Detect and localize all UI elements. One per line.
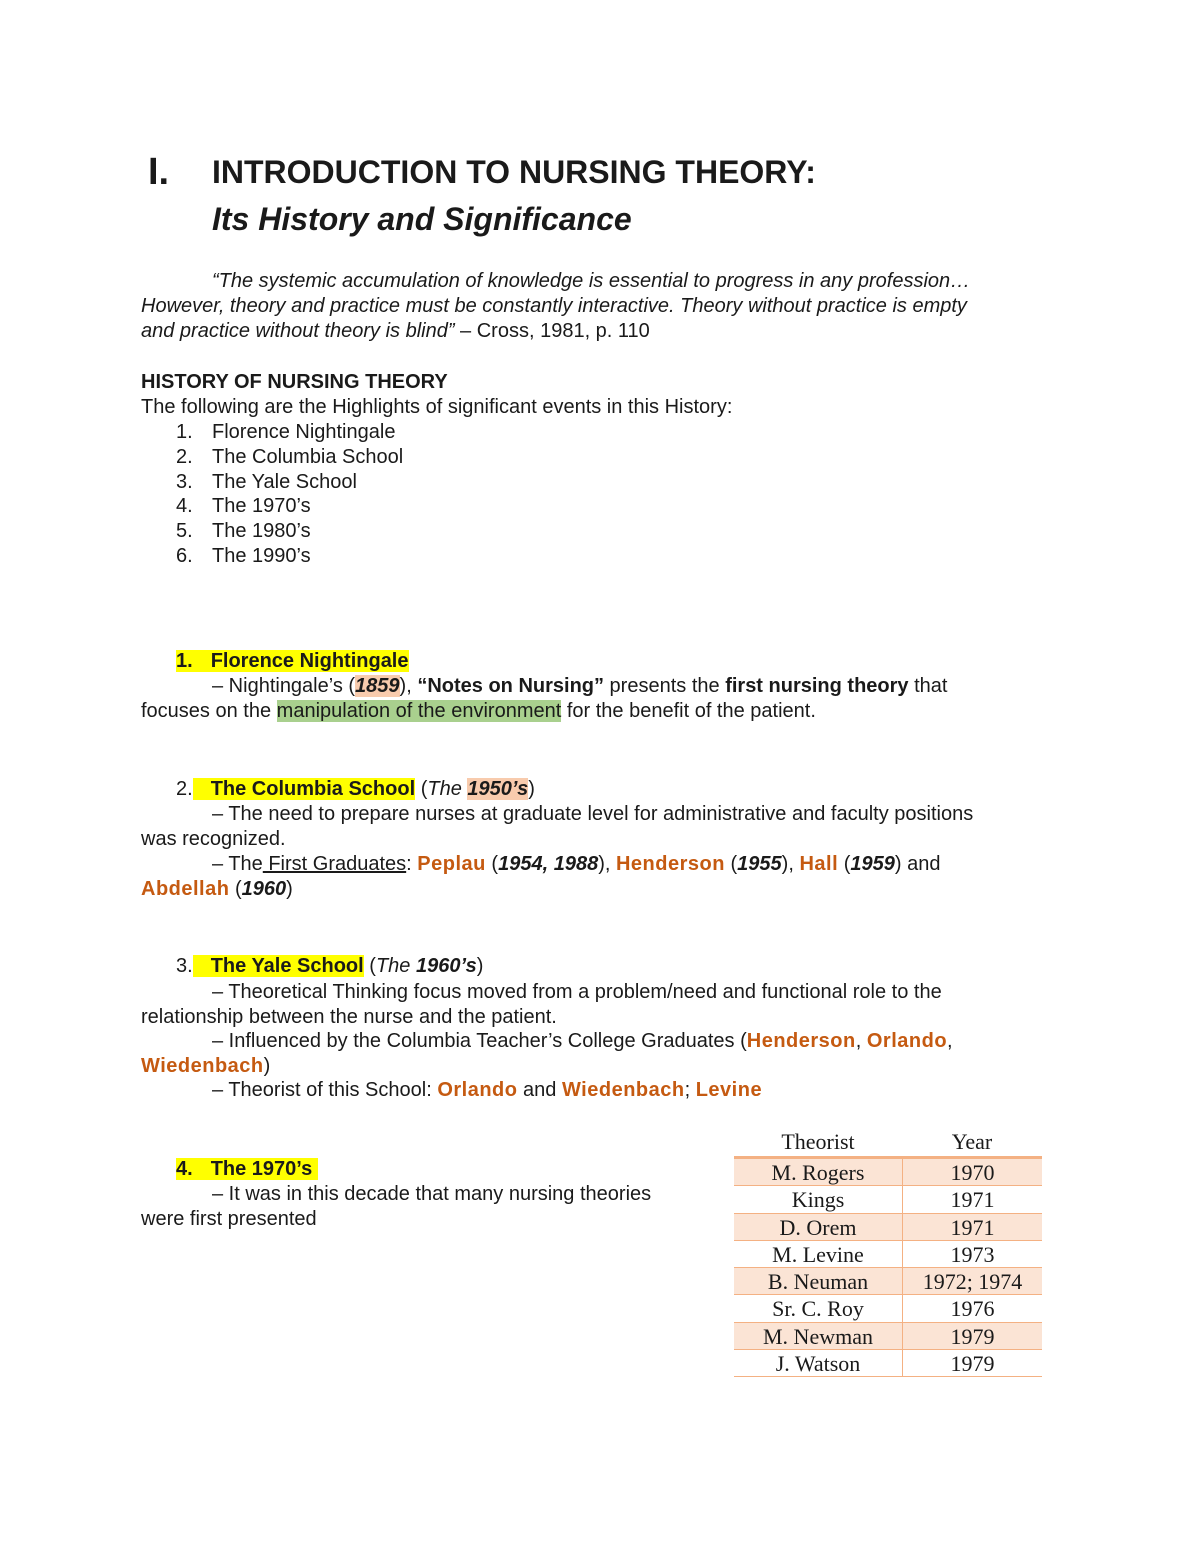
list-item	[176, 519, 311, 544]
first-graduates: First Graduates	[262, 853, 407, 875]
year-cell: 1979	[950, 1323, 995, 1349]
history-heading: HISTORY OF NURSING THEORY	[141, 371, 448, 393]
list-item	[176, 470, 357, 495]
list-item	[176, 445, 403, 470]
list-item-label: The Yale School	[212, 470, 357, 493]
table-row	[734, 1214, 1042, 1241]
theorist-cell: M. Rogers	[734, 1159, 903, 1185]
text: and	[901, 853, 941, 875]
list-item-number: 4.	[176, 495, 193, 518]
name-hall: Hall	[799, 853, 839, 875]
text: ),	[399, 675, 418, 697]
name-peplau: Peplau	[417, 853, 486, 875]
text: 1960	[241, 878, 287, 900]
page-title: INTRODUCTION TO NURSING THEORY:	[212, 154, 816, 190]
text: The	[427, 778, 468, 800]
quote-line-2: However, theory and practice must be constantly interactive. Theory without practice is empty	[141, 295, 967, 317]
list-item-number: 1.	[176, 421, 193, 443]
header-theorist: Theorist	[781, 1129, 855, 1154]
theorist-cell: B. Neuman	[734, 1268, 903, 1294]
text: – The	[212, 853, 263, 875]
table-row	[734, 1295, 1042, 1322]
section-1-title: Florence Nightingale	[193, 650, 409, 672]
year-cell: 1973	[950, 1241, 995, 1267]
name-wiedenbach: Wiedenbach	[141, 1055, 264, 1077]
quote-citation: – Cross, 1981, p. 110	[454, 320, 650, 342]
name-levine: Levine	[695, 1079, 763, 1101]
section-1-number: 1.	[176, 650, 193, 672]
text: – Nightingale’s (	[212, 675, 356, 697]
name-abdellah: Abdellah	[141, 878, 230, 900]
year-cell: 1979	[950, 1351, 995, 1377]
quote-line-3	[141, 319, 650, 344]
section-2-line-4: Abdellah (1960)	[141, 878, 293, 900]
table-row	[734, 1268, 1042, 1295]
book-title: “Notes on Nursing”	[417, 675, 604, 697]
text: – Influenced by the Columbia Teacher’s College Graduates (	[212, 1030, 747, 1052]
section-1-heading	[176, 649, 409, 674]
text: (	[415, 778, 428, 800]
theorist-cell: M. Levine	[734, 1241, 903, 1267]
text: (	[363, 955, 376, 977]
theorist-cell: J. Watson	[734, 1350, 903, 1376]
list-item	[176, 494, 311, 519]
theorist-cell: M. Newman	[734, 1323, 903, 1349]
first-nursing-theory: first nursing theory	[725, 675, 909, 697]
section-3-line-1: – Theoretical Thinking focus moved from a problem/need and functional role to the	[212, 981, 942, 1003]
section-4-line-2: were first presented	[141, 1208, 317, 1230]
table-row	[734, 1159, 1042, 1186]
year-cell: 1972; 1974	[922, 1269, 1023, 1295]
list-item	[176, 420, 395, 445]
text: and	[517, 1079, 562, 1101]
decade-1960s: 1960’s	[415, 955, 477, 977]
text: :	[406, 853, 418, 875]
list-item-number: 2.	[176, 445, 193, 468]
text: focuses on the	[141, 700, 277, 722]
text: – Theorist of this School:	[212, 1079, 438, 1101]
table-body	[734, 1159, 1042, 1377]
name-henderson: Henderson	[615, 853, 725, 875]
list-item-label: The Columbia School	[212, 445, 404, 468]
heading-numeral: I.	[148, 151, 170, 193]
text: 1954, 1988	[498, 853, 599, 875]
theorist-cell: Sr. C. Roy	[734, 1295, 903, 1321]
year-cell: 1971	[950, 1214, 995, 1240]
list-item-number: 5.	[176, 520, 193, 543]
text: that	[908, 675, 948, 697]
section-3-line-2: relationship between the nurse and the patient.	[141, 1006, 557, 1028]
list-item-number: 6.	[176, 545, 193, 567]
section-2-number: 2.	[176, 778, 193, 800]
section-4-number: 4.	[176, 1158, 193, 1180]
header-year: Year	[951, 1129, 993, 1154]
section-1-line-1	[212, 674, 947, 699]
text: 1959	[850, 853, 895, 875]
table-row	[734, 1350, 1042, 1377]
theorist-cell: D. Orem	[734, 1214, 903, 1240]
list-item-label: Florence Nightingale	[212, 421, 396, 443]
list-item-label: The 1980’s	[212, 520, 311, 543]
list-item-number: 3.	[176, 470, 193, 493]
section-3-number: 3.	[176, 955, 193, 977]
section-3-line-4: Wiedenbach)	[141, 1055, 271, 1077]
list-item-label: The 1970’s	[212, 495, 311, 518]
history-intro: The following are the Highlights of significant events in this History:	[141, 396, 733, 418]
section-3-heading	[176, 954, 483, 979]
year-cell: 1970	[950, 1160, 995, 1185]
theorist-table	[734, 1128, 1042, 1377]
section-1-line-2	[141, 699, 816, 724]
text: presents the	[604, 675, 726, 697]
quote-line-1: “The systemic accumulation of knowledge is essential to progress in any profession…	[212, 270, 971, 292]
table-row	[734, 1186, 1042, 1213]
section-3-line-3: – Influenced by the Columbia Teacher’s College Graduates (Henderson, Orlando,	[212, 1030, 953, 1052]
name-wiedenbach: Wiedenbach	[561, 1079, 685, 1101]
table-row	[734, 1323, 1042, 1350]
quote-end: and practice without theory is blind”	[141, 320, 455, 342]
section-3-title: The Yale School	[193, 955, 364, 977]
theorist-cell: Kings	[734, 1186, 903, 1212]
text: )	[476, 955, 484, 977]
section-2-title: The Columbia School	[193, 778, 415, 800]
section-2-line-2: was recognized.	[141, 828, 286, 850]
year-cell: 1976	[950, 1296, 995, 1322]
text: The	[375, 955, 416, 977]
name-orlando: Orlando	[437, 1079, 518, 1101]
text: 1955	[737, 853, 782, 875]
section-4-line-1: – It was in this decade that many nursing theories	[212, 1183, 652, 1205]
year-cell: 1971	[950, 1187, 995, 1213]
section-2-heading	[176, 777, 535, 802]
text: for the benefit of the patient.	[561, 700, 816, 722]
name-henderson: Henderson	[746, 1030, 856, 1052]
decade-1950s: 1950’s	[467, 778, 529, 800]
name-orlando: Orlando	[866, 1030, 948, 1052]
year-1859: 1859	[355, 675, 400, 697]
list-item	[176, 544, 311, 569]
table-row	[734, 1241, 1042, 1268]
section-3-line-5	[212, 1078, 762, 1103]
table-header	[734, 1128, 1042, 1159]
section-4-title: The 1970’s	[193, 1158, 319, 1180]
text: )	[528, 778, 535, 800]
page-subtitle: Its History and Significance	[212, 201, 632, 237]
section-2-line-1: – The need to prepare nurses at graduate level for administrative and faculty positions	[212, 803, 974, 825]
text: ;	[684, 1079, 696, 1101]
section-4-heading	[176, 1157, 318, 1182]
environment-highlight: manipulation of the environment	[276, 700, 562, 722]
list-item-label: The 1990’s	[212, 545, 311, 567]
section-2-line-3: – The First Graduates: Peplau (1954, 1988), Henderson (1955), Hall (1959) and	[212, 853, 941, 875]
